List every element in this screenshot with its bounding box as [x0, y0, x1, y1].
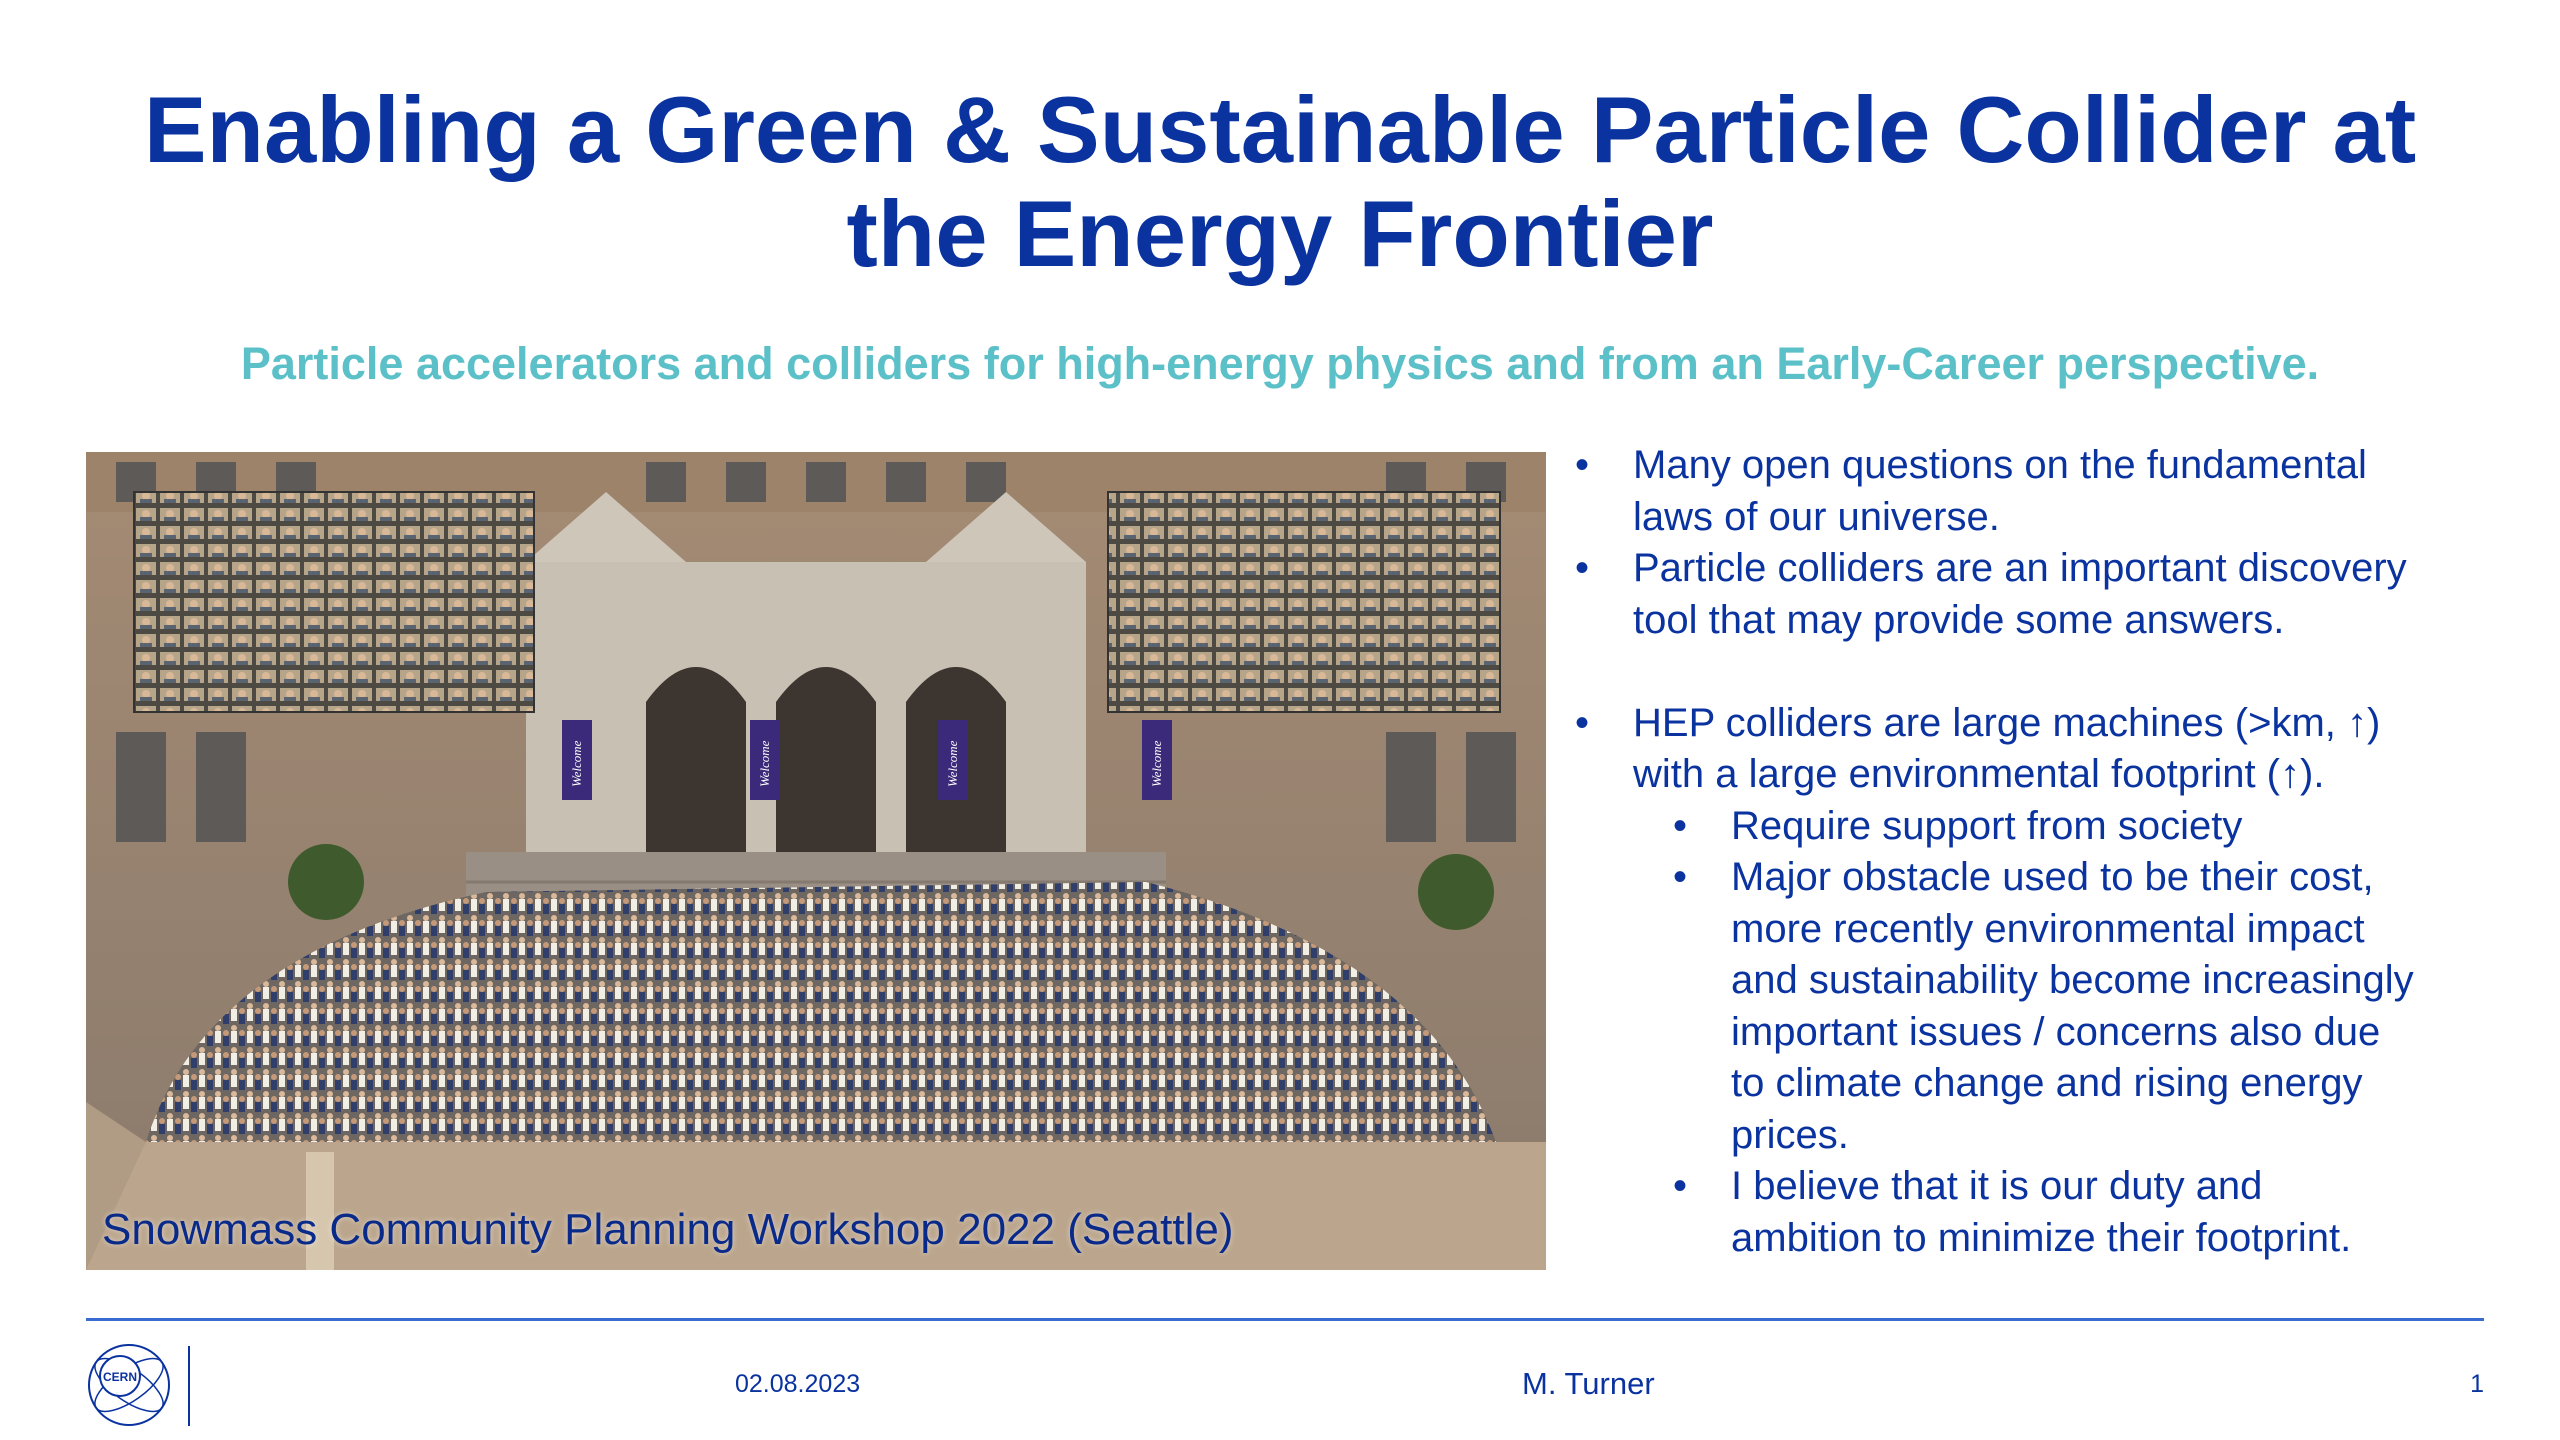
bullet-line: important issues / concerns also due — [1731, 1009, 2381, 1054]
group-photo — [86, 452, 1546, 1270]
subbullet-major-obstacle — [1673, 852, 2495, 1161]
bullet-open-questions — [1575, 440, 2495, 543]
bullet-large-machines — [1575, 698, 2495, 801]
bullet-marker: • — [1673, 1164, 1688, 1208]
slide-title — [80, 78, 2480, 286]
bullet-marker: • — [1575, 700, 1590, 745]
bullet-line: to climate change and rising energy — [1731, 1061, 2363, 1105]
title-line-1: Enabling a Green & Sustainable Particle Collider at — [143, 77, 2417, 182]
bullet-line: Particle colliders are an important discovery — [1633, 546, 2407, 590]
banner-1-label: Welcome — [569, 740, 584, 787]
footer-date: 02.08.2023 — [735, 1370, 861, 1398]
bullet-discovery-tool — [1575, 543, 2495, 646]
bullet-spacer — [1575, 646, 2495, 698]
bullet-line: with a large environmental footprint (↑). — [1633, 752, 2325, 796]
bullet-list — [1575, 440, 2495, 1264]
bullet-line: laws of our universe. — [1633, 494, 2000, 539]
bullet-line: Require support from society — [1731, 803, 2243, 848]
bullet-line: HEP colliders are large machines (>km, ↑) — [1633, 700, 2381, 745]
title-line-2: the Energy Frontier — [846, 181, 1714, 286]
bullet-marker: • — [1575, 443, 1590, 487]
subbullet-our-duty — [1673, 1161, 2495, 1264]
bullet-line: tool that may provide some answers. — [1633, 597, 2285, 642]
bullet-marker: • — [1673, 855, 1688, 899]
slide-subtitle: Particle accelerators and colliders for high-energy physics and from an Early-Career perspective. — [240, 338, 2320, 389]
cern-logo-icon — [84, 1340, 174, 1430]
bullet-line: more recently environmental impact — [1731, 906, 2365, 951]
footer-divider — [86, 1318, 2484, 1321]
logo-text: CERN — [102, 1370, 138, 1384]
banner-3-label: Welcome — [945, 740, 960, 787]
bullet-marker: • — [1575, 546, 1590, 590]
bullet-line: I believe that it is our duty and — [1731, 1164, 2263, 1208]
bullet-marker: • — [1673, 803, 1688, 848]
group-photo-illustration — [86, 452, 1546, 1270]
bullet-line: Major obstacle used to be their cost, — [1731, 855, 2374, 899]
footer-author: M. Turner — [1522, 1366, 1655, 1401]
banner-2-label: Welcome — [757, 740, 772, 787]
bullet-line: and sustainability become increasingly — [1731, 958, 2414, 1002]
photo-caption: Snowmass Community Planning Workshop 2022 (Seattle) — [102, 1205, 1234, 1254]
subbullet-society-support — [1673, 801, 2495, 853]
bullet-line: ambition to minimize their footprint. — [1731, 1215, 2352, 1260]
page-number: 1 — [2470, 1370, 2484, 1398]
footer-logo-separator — [188, 1346, 190, 1426]
bullet-line: prices. — [1731, 1112, 1849, 1157]
bullet-line: Many open questions on the fundamental — [1633, 443, 2367, 487]
banner-4-label: Welcome — [1149, 740, 1164, 787]
